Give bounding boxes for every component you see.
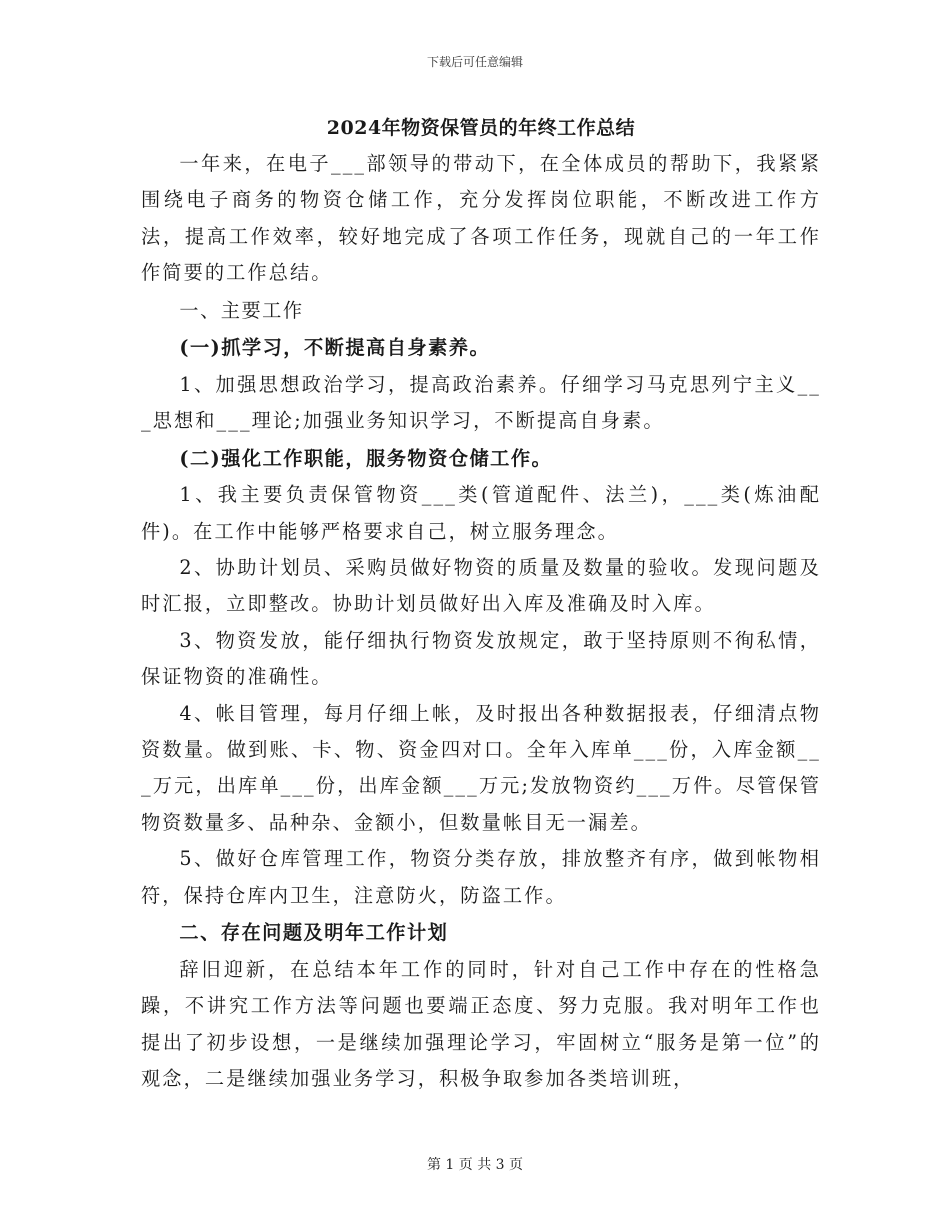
subsection-heading-duties: (二)强化工作职能，服务物资仓储工作。 bbox=[179, 446, 553, 470]
paragraph-duty-2: 2、协助计划员、采购员做好物资的质量及数量的验收。发现问题及时汇报，立即整改。协助计划员做好出入库及准确及时入库。 bbox=[141, 556, 821, 616]
document-title: 2024年物资保管员的年终工作总结 bbox=[326, 117, 636, 139]
paragraph-duty-1: 1、我主要负责保管物资___类(管道配件、法兰)，___类(炼油配件)。在工作中能够严格要求自己，树立服务理念。 bbox=[141, 483, 821, 543]
subsection-heading-study: (一)抓学习，不断提高自身素养。 bbox=[179, 336, 491, 360]
document-body bbox=[141, 112, 821, 1097]
paragraph-duty-3: 3、物资发放，能仔细执行物资发放规定，敢于坚持原则不徇私情，保证物资的准确性。 bbox=[141, 628, 821, 689]
intro-paragraph: 一年来，在电子___部领导的带动下，在全体成员的帮助下，我紧紧围绕电子商务的物资仓储工作，充分发挥岗位职能，不断改进工作方法，提高工作效率，较好地完成了各项工作任务，现就自己的一年工作作简要的工作总结。 bbox=[141, 152, 821, 285]
page-footer: 第 1 页 共 3 页 bbox=[426, 1157, 524, 1173]
paragraph-duty-5: 5、做好仓库管理工作，物资分类存放，排放整齐有序，做到帐物相符，保持仓库内卫生，注意防火，防盗工作。 bbox=[141, 847, 821, 907]
paragraph-political-study: 1、加强思想政治学习，提高政治素养。仔细学习马克思列宁主义___思想和___理论;加强业务知识学习，不断提高自身素。 bbox=[141, 372, 821, 433]
section-heading-main-work: 一、主要工作 bbox=[179, 298, 304, 322]
header-note: 下载后可任意编辑 bbox=[426, 55, 523, 69]
section-heading-problems-plan: 二、存在问题及明年工作计划 bbox=[179, 921, 449, 945]
paragraph-plan: 辞旧迎新，在总结本年工作的同时，针对自己工作中存在的性格急躁，不讲究工作方法等问题也要端正态度、努力克服。我对明年工作也提出了初步设想，一是继续加强理论学习，牢固树立“服务是第一位”的观念，二是继续加强业务学习，积极争取参加各类培训班， bbox=[141, 957, 821, 1090]
paragraph-duty-4: 4、帐目管理，每月仔细上帐，及时报出各种数据报表，仔细清点物资数量。做到账、卡、物、资金四对口。全年入库单___份，入库金额___万元，出库单___份，出库金额___万元;发放物资约___万件。尽管保管物资数量多、品种杂、金额小，但数量帐目无一漏差。 bbox=[141, 701, 821, 834]
